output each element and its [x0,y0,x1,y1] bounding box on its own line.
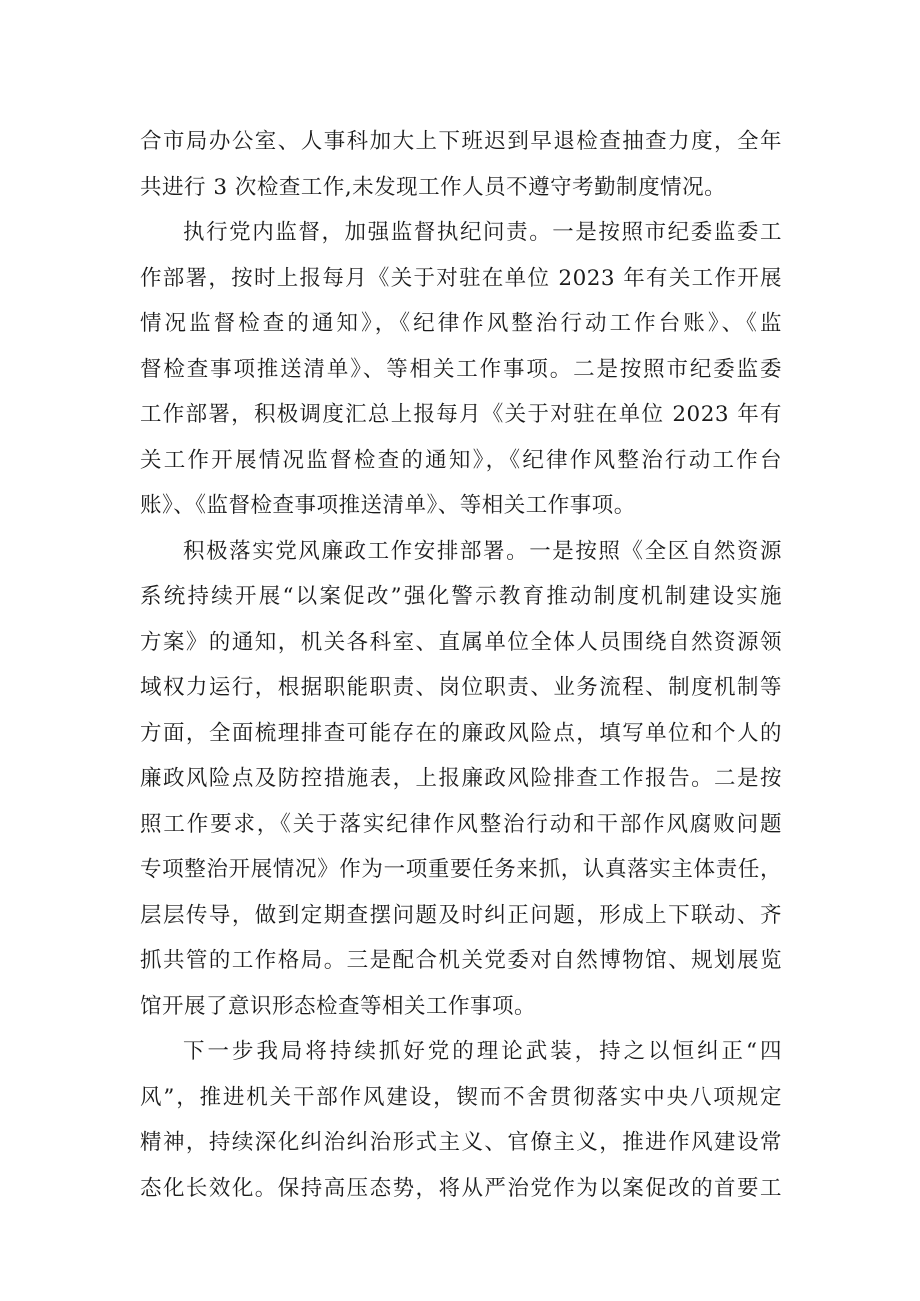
paragraph-4-line-1: 下一步我局将持续抓好党的理论武装，持之以恒纠正“四 [183,1039,782,1064]
paragraph-3-line-7: 照工作要求，《关于落实纪律作风整治行动和干部作风腐败问题 [140,811,782,837]
paragraph-4-line-2: 风”，推进机关干部作风建设，锲而不舍贯彻落实中央八项规定 [140,1084,782,1110]
paragraph-1-line-2: 共进行 3 次检查工作,未发现工作人员不遵守考勤制度情况。 [140,174,727,200]
paragraph-3-line-5: 方面，全面梳理排查可能存在的廉政风险点，填写单位和个人的 [140,720,782,746]
paragraph-3-line-6: 廉政风险点及防控措施表，上报廉政风险排查工作报告。二是按 [140,766,782,791]
paragraph-3-line-8: 专项整治开展情况》作为一项重要任务来抓，认真落实主体责任， [140,857,782,882]
paragraph-3-line-2: 系统持续开展“以案促改”强化警示教育推动制度机制建设实施 [140,584,782,609]
paragraph-2-line-7: 账》、《监督检查事项推送清单》、等相关工作事项。 [140,493,636,518]
paragraph-2-line-2: 作部署，按时上报每月《关于对驻在单位 2023 年有关工作开展 [140,265,782,291]
paragraph-3-line-3: 方案》的通知，机关各科室、直属单位全体人员围绕自然资源领 [140,629,782,655]
paragraph-2-line-4: 督检查事项推送清单》、等相关工作事项。二是按照市纪委监委 [140,356,782,382]
paragraph-2-line-3: 情况监督检查的通知》，《纪律作风整治行动工作台账》、《监 [140,311,782,336]
paragraph-1-line-1: 合市局办公室、人事科加大上下班迟到早退检查抽查力度，全年 [140,129,782,154]
paragraph-3-line-9: 层层传导，做到定期查摆问题及时纠正问题，形成上下联动、齐 [140,902,782,928]
paragraph-2-line-1: 执行党内监督，加强监督执纪问责。一是按照市纪委监委工 [183,220,782,245]
paragraph-3-line-11: 馆开展了意识形态检查等相关工作事项。 [140,993,537,1019]
paragraph-2-line-5: 工作部署，积极调度汇总上报每月《关于对驻在单位 2023 年有 [140,402,782,427]
paragraph-4-line-3: 精神，持续深化纠治纠治形式主义、官僚主义，推进作风建设常 [140,1130,782,1155]
paragraph-4-line-4: 态化长效化。保持高压态势，将从严治党作为以案促改的首要工 [140,1175,782,1201]
paragraph-3-line-10: 抓共管的工作格局。三是配合机关党委对自然博物馆、规划展览 [140,948,782,973]
paragraph-3-line-1: 积极落实党风廉政工作安排部署。一是按照《全区自然资源 [183,538,782,564]
paragraph-3-line-4: 域权力运行，根据职能职责、岗位职责、业务流程、制度机制等 [140,675,782,700]
document-body [140,119,782,1211]
paragraph-2-line-6: 关工作开展情况监督检查的通知》，《纪律作风整治行动工作台 [140,447,782,473]
